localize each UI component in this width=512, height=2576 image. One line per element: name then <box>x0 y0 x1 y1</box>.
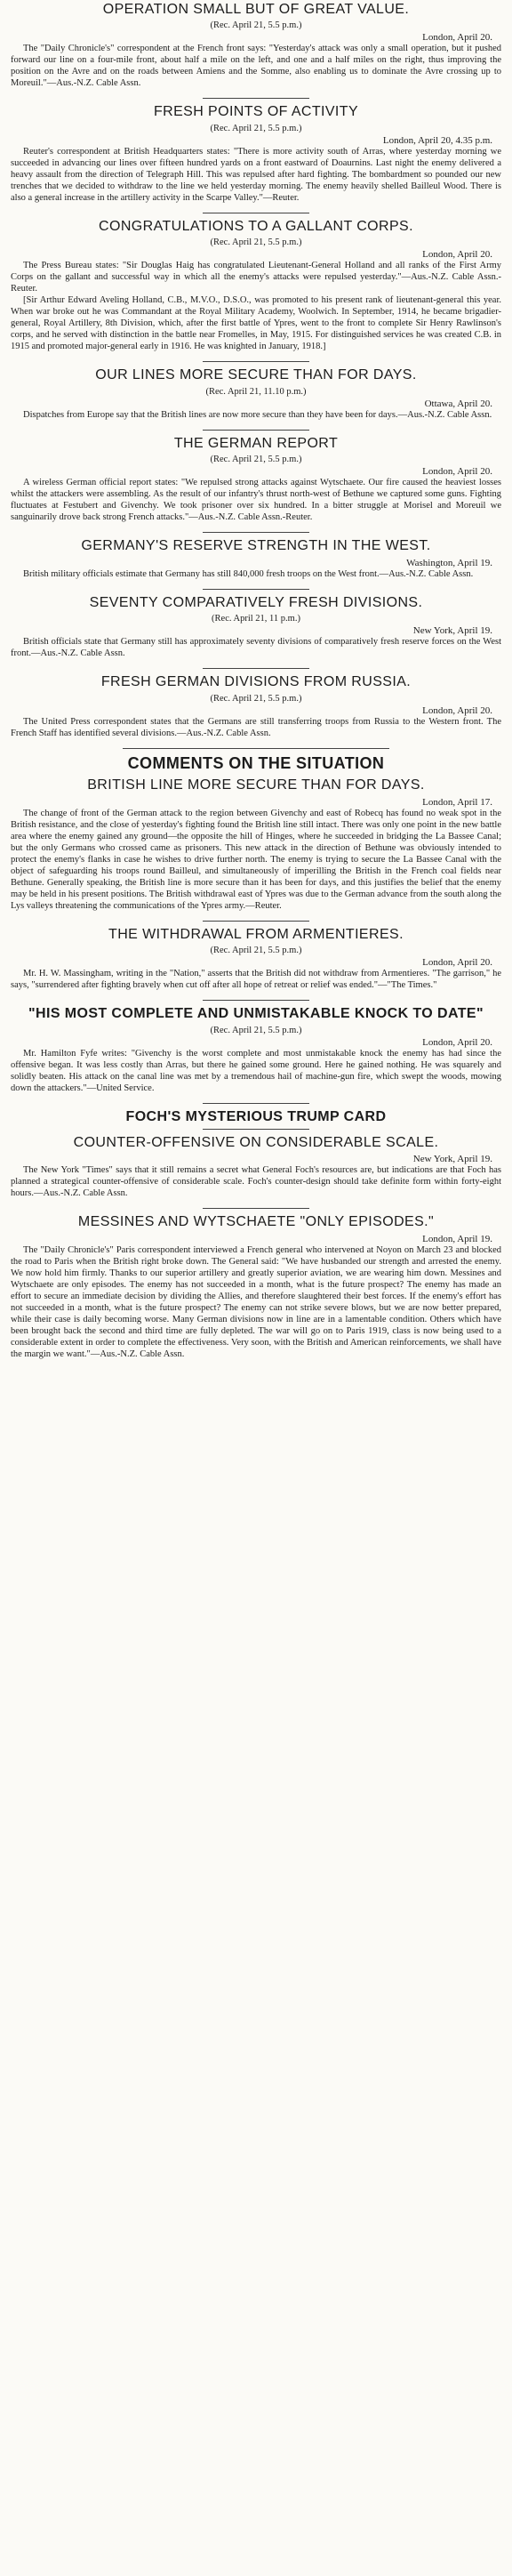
article-fresh-points <box>11 104 501 203</box>
article-germany-reserve <box>11 538 501 579</box>
article-headline: THE WITHDRAWAL FROM ARMENTIERES. <box>108 926 404 942</box>
received-time: (Rec. April 21, 5.5 p.m.) <box>210 1025 302 1035</box>
article-headline: BRITISH LINE MORE SECURE THAN FOR DAYS. <box>87 777 425 793</box>
article-paragraph: [Sir Arthur Edward Aveling Holland, C.B., M.V.O., D.S.O., was promoted to his present rank of lieutenant-general this year. When war broke out he was Commandant at the Royal Military Academy, Woolwich. In September, 1914, he became brigadier-general, Royal Artillery, 8th Division, which, after the first battle of Ypres, went to the front to complete Sir Henry Rawlinson's corps, and he served with distinction in the battle near Fromelles, in May, 1915. For distinguished services he was created C.B. in 1915 and promoted major-general early in 1916. He was knighted in January, 1918.] <box>11 295 501 352</box>
article-headline: FRESH POINTS OF ACTIVITY <box>153 104 359 120</box>
dateline: London, April 20. <box>422 957 492 969</box>
article-body <box>11 409 501 421</box>
article-headline: CONGRATULATIONS TO A GALLANT CORPS. <box>99 218 413 234</box>
article-paragraph: Mr. Hamilton Fyfe writes: "Givenchy is the worst complete and most unmistakable knock the enemy has had since the offensive began. It was less costly than Arras, but there he gained some ground. Here he gained nothing. He was squarely and solidly beaten. His attack on the canal line was met by a tremendous hail of machine-gun fire, which swept the woods, mowing down the attackers."—United Service. <box>11 1048 501 1093</box>
divider <box>203 430 309 431</box>
dateline: London, April 19. <box>422 1233 492 1244</box>
divider <box>203 361 309 362</box>
article-paragraph: The Press Bureau states: "Sir Douglas Haig has congratulated Lieutenant-General Holland and all ranks of the First Army Corps on the gallant and successful way in which all the enemy's attacks were repulsed yesterday."—Aus.-N.Z. Cable Assn.-Reuter. <box>11 261 501 294</box>
article-paragraph: The New York "Times" says that it still remains a secret what General Foch's resources are, but indications are that Foch has planned a strategical counter-offensive of considerable scale. Foch's counter-design should take definite form within forty-eight hours.—Aus.-N.Z. Cable Assn. <box>11 1165 501 1199</box>
dateline: London, April 20. <box>422 249 492 261</box>
dateline: London, April 20. <box>422 1036 492 1048</box>
article-paragraph: Mr. H. W. Massingham, writing in the "Nation," asserts that the British did not withdraw from Armentieres. "The garrison," he says, "surrendered after fighting bravely when cut off after all hope of retreat or relief was ended."—"The Times." <box>11 969 501 991</box>
divider <box>203 98 309 99</box>
article-headline: COUNTER-OFFENSIVE ON CONSIDERABLE SCALE. <box>73 1135 439 1151</box>
article-paragraph: Reuter's correspondent at British Headquarters states: "There is more activity south of Arras, where yesterday morning we succeeded in advancing our lines over fifteen hundred yards on a front eastward of Doaurnins. Last night the enemy delivered a heavy assault from the direction of Telegraph Hill. This was repulsed after hard fighting. The bombardment so pounded our new trenches that we decided to withdraw to the line we held yesterday morning. The enemy heavily shelled Bailleul Wood. There is also a general increase in the artillery activity in the Scarpe Valley."—Reuter. <box>11 146 501 203</box>
divider <box>123 748 389 749</box>
comment-armentieres <box>11 927 501 991</box>
section-heading: COMMENTS ON THE SITUATION <box>127 753 385 772</box>
divider <box>203 532 309 533</box>
comment-messines <box>11 1214 501 1360</box>
article-headline: OUR LINES MORE SECURE THAN FOR DAYS. <box>95 367 417 383</box>
article-headline: OPERATION SMALL BUT OF GREAT VALUE. <box>102 2 410 17</box>
dateline: Ottawa, April 20. <box>424 398 492 409</box>
article-paragraph: British officials state that Germany still has approximately seventy divisions of comparatively fresh reserve forces on the West front.—Aus.-N.Z. Cable Assn. <box>11 637 501 659</box>
article-headline: FRESH GERMAN DIVISIONS FROM RUSSIA. <box>100 674 412 690</box>
article-paragraph: Dispatches from Europe say that the British lines are now more secure than they have been for days.—Aus.-N.Z. Cable Assn. <box>23 409 492 420</box>
article-body <box>11 1164 501 1199</box>
received-time: (Rec. April 21, 5.5 p.m.) <box>210 123 302 133</box>
dateline: New York, April 19. <box>412 1154 492 1165</box>
divider <box>203 668 309 669</box>
article-body <box>11 968 501 991</box>
article-paragraph: The "Daily Chronicle's" correspondent at the French front says: "Yesterday's attack was only a small operation, but it pushed forward our line on a four-mile front, about half a mile on the left, and one and a half miles on the right, thus improving the position on the Avre and on the roads between Amiens and the Somme, also enabling us to dominate the Avre crossing up to Moreuil."—Aus.-N.Z. Cable Assn. <box>11 44 501 89</box>
dateline: London, April 20. <box>422 32 492 44</box>
dateline: New York, April 19. <box>412 625 492 637</box>
divider <box>203 1129 309 1130</box>
article-paragraph: The change of front of the German attack to the region between Givenchy and east of Robecq has found no weak spot in the British resistance, and the close of yesterday's fighting found the British line still intact. There was only one point in the new battle area where the enemy gained any ground—the opposite the hill of Hinges, where he succeeded in bridging the La Bassee Canal; but the only Germans who crossed came as prisoners. This new attack in the direction of Bethune was obviously intended to protect the enemy's flanks in case he wishes to drive further north. The enemy is trying to secure the La Bassee Canal with the object of safeguarding his troops round Bailleul, and simultaneously of imperilling the British in the French coal fields near Bethune. Generally speaking, the British line is more secure than it has been for days, and this justifies the belief that the enemy may be held in his present positions. The British withdrawal east of Ypres was due to the German advance from the south along the Lys valleys threatening the communications of the Ypres army.—Reuter. <box>11 808 501 911</box>
divider <box>203 1103 309 1104</box>
article-body <box>11 477 501 523</box>
article-congratulations <box>11 219 501 353</box>
divider <box>203 1000 309 1001</box>
article-body <box>11 716 501 739</box>
article-body <box>11 260 501 352</box>
article-headline: SEVENTY COMPARATIVELY FRESH DIVISIONS. <box>89 594 423 610</box>
comment-knock-to-date <box>11 1006 501 1093</box>
comment-british-line <box>11 777 501 912</box>
article-body <box>11 568 501 580</box>
divider <box>203 1208 309 1209</box>
divider <box>203 921 309 922</box>
article-headline: FOCH'S MYSTERIOUS TRUMP CARD <box>125 1108 387 1124</box>
article-paragraph: The United Press correspondent states that the Germans are still transferring troops from Russia to the Western front. The French Staff has identified several divisions.—Aus.-N.Z. Cable Assn. <box>11 716 501 738</box>
article-body <box>11 1244 501 1360</box>
article-paragraph: A wireless German official report states: "We repulsed strong attacks against Wytschaete. Our fire caused the heaviest losses whilst the attackers were assembling. As the result of our infantry's thrust north-west of Bethune we captured some guns. Fighting fluctuates at Festubert and Givenchy. We took prisoner over six hundred. In a bitter struggle at Morisel and Moreuil we sanguinarily drove back strong French attacks."—Aus.-N.Z. Cable Assn.-Reuter. <box>11 478 501 523</box>
article-body <box>11 43 501 89</box>
article-paragraph: British military officials estimate that Germany has still 840,000 fresh troops on the West front.—Aus.-N.Z. Cable Assn. <box>23 568 474 579</box>
received-time: (Rec. April 21, 5.5 p.m.) <box>210 693 302 704</box>
article-headline: GERMANY'S RESERVE STRENGTH IN THE WEST. <box>81 538 431 554</box>
article-headline: "HIS MOST COMPLETE AND UNMISTAKABLE KNOCK TO DATE" <box>28 1006 484 1022</box>
dateline: London, April 20. <box>422 466 492 478</box>
article-paragraph: The "Daily Chronicle's" Paris correspondent interviewed a French general who intervened at Noyon on March 23 and blocked the road to Paris when the British right broke down. The General said: "We have husbanded our strength and arrested the enemy. We now hold him firmly. Thanks to our superior artillery and greatly superior aviation, we are wearing him down. Messines and Wytschaete are only episodes. The enemy has not succeeded in a month, what is the future prospect? The enemy has made an effort to secure an immediate decision by dividing the Allies, and therefore slaughtered their best forces. If the enemy's effort has not succeeded in a month, what is the future prospect? The enemy can not strike severe blows, but we are now better prepared, while their case is daily becoming worse. Many German divisions now in line are in a lamentable condition. Others which have been brought back the second and third time are fully depleted. The war will go on to Paris 1919, class is now being used to a considerable extent in order to complete the effectiveness. Very soon, with the British and American reinforcements, we shall have the margin we want."—Aus.-N.Z. Cable Assn. <box>11 1244 501 1359</box>
comment-counter-offensive <box>11 1135 501 1199</box>
received-time: (Rec. April 21, 5.5 p.m.) <box>210 237 302 248</box>
article-body <box>11 1048 501 1094</box>
article-body <box>11 636 501 659</box>
dateline: London, April 17. <box>422 796 492 808</box>
article-fresh-german-divisions <box>11 674 501 738</box>
dateline: London, April 20, 4.35 p.m. <box>382 134 492 146</box>
dateline: Washington, April 19. <box>406 557 492 568</box>
article-german-report <box>11 436 501 523</box>
received-time: (Rec. April 21, 5.5 p.m.) <box>210 946 302 956</box>
article-operation-small <box>11 2 501 89</box>
article-seventy-divisions <box>11 595 501 659</box>
dateline: London, April 20. <box>422 704 492 716</box>
received-time: (Rec. April 21, 11.10 p.m.) <box>205 386 307 397</box>
received-time: (Rec. April 21, 11 p.m.) <box>212 614 300 624</box>
article-headline: MESSINES AND WYTSCHAETE "ONLY EPISODES." <box>77 1214 435 1230</box>
article-headline: THE GERMAN REPORT <box>173 435 339 451</box>
article-body <box>11 146 501 204</box>
received-time: (Rec. April 21, 5.5 p.m.) <box>210 455 302 465</box>
article-body <box>11 808 501 912</box>
divider <box>203 589 309 590</box>
received-time: (Rec. April 21, 5.5 p.m.) <box>210 20 302 31</box>
article-our-lines <box>11 367 501 420</box>
